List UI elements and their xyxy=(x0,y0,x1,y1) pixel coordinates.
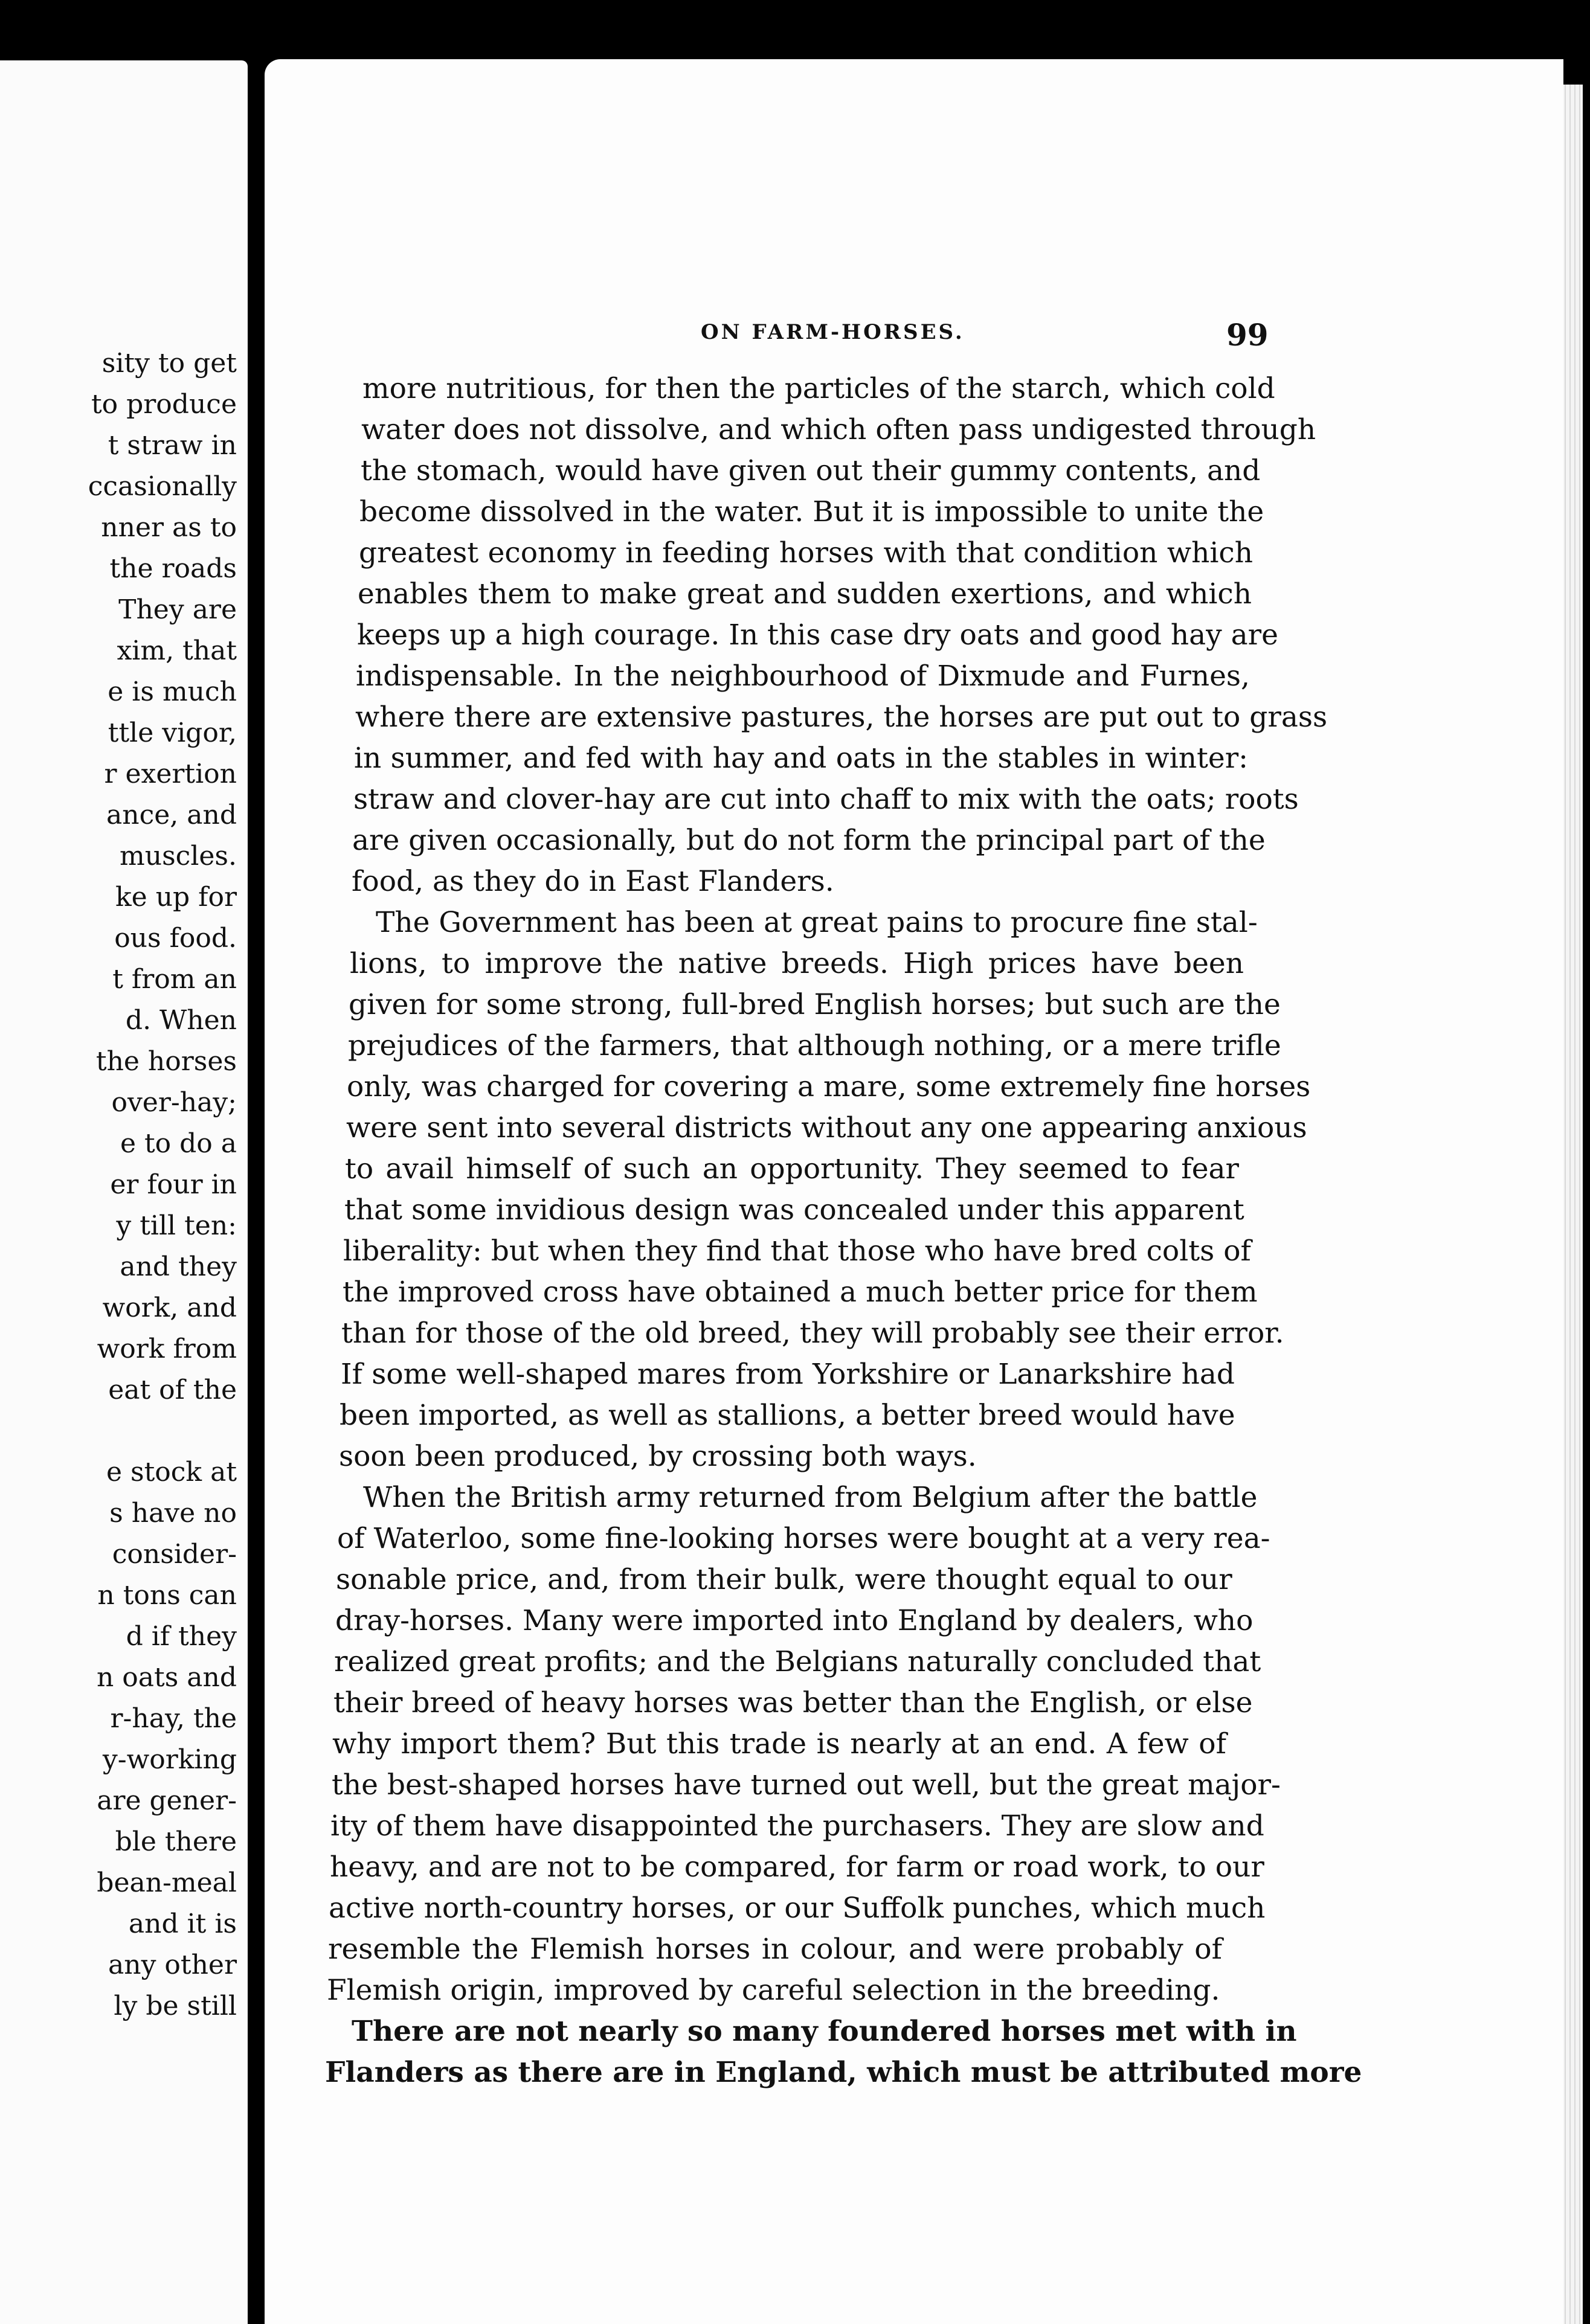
left-page-line: muscles. xyxy=(120,841,237,872)
body-line: than for those of the old breed, they will probably see their error. xyxy=(341,1317,1284,1350)
body-line: resemble the Flemish horses in colour, and were probably of xyxy=(328,1933,1222,1966)
left-page-line: xim, that xyxy=(117,635,237,666)
body-line: greatest economy in feeding horses with that condition which xyxy=(359,536,1253,570)
left-page-line: d if they xyxy=(126,1621,237,1652)
left-page-line: and it is xyxy=(128,1908,237,1939)
left-page-line: ly be still xyxy=(114,1991,237,2021)
body-line: the improved cross have obtained a much better price for them xyxy=(343,1276,1258,1309)
left-page-line: r-hay, the xyxy=(110,1703,237,1734)
body-line: If some well-shaped mares from Yorkshire or Lanarkshire had xyxy=(341,1358,1235,1391)
body-line: only, was charged for covering a mare, some extremely fine horses xyxy=(347,1070,1311,1103)
body-line: Flemish origin, improved by careful selection in the breeding. xyxy=(327,1974,1220,2007)
body-line: heavy, and are not to be compared, for farm or road work, to our xyxy=(330,1851,1264,1884)
body-line: their breed of heavy horses was better than the English, or else xyxy=(333,1686,1253,1719)
left-page-line: ccasionally xyxy=(88,471,237,502)
left-page-line: ance, and xyxy=(106,800,237,830)
left-page-line: e to do a xyxy=(120,1128,237,1159)
body-line: water does not dissolve, and which often pass undigested through xyxy=(361,413,1316,446)
page-number: 99 xyxy=(1226,317,1269,353)
left-page-line: y-working xyxy=(102,1744,237,1775)
left-page-line: They are xyxy=(118,594,237,625)
left-page-line: ous food. xyxy=(114,923,237,954)
body-line: where there are extensive pastures, the horses are put out to grass xyxy=(355,701,1328,734)
body-line: to avail himself of such an opportunity. They seemed to fear xyxy=(345,1152,1239,1186)
body-line: The Government has been at great pains to procure fine stal- xyxy=(376,906,1258,939)
left-page-line: t straw in xyxy=(108,430,237,461)
body-line: ity of them have disappointed the purchasers. They are slow and xyxy=(330,1809,1264,1843)
body-line: prejudices of the farmers, that although nothing, or a mere trifle xyxy=(348,1029,1281,1062)
body-line: straw and clover-hay are cut into chaff to mix with the oats; roots xyxy=(353,783,1299,816)
left-page-line: t from an xyxy=(112,964,237,995)
body-line: There are not nearly so many foundered horses met with in xyxy=(352,2015,1297,2048)
left-page-line: ke up for xyxy=(115,882,237,913)
body-line: enables them to make great and sudden exertions, and which xyxy=(358,577,1252,611)
body-line: food, as they do in East Flanders. xyxy=(352,865,834,898)
body-line: keeps up a high courage. In this case dry oats and good hay are xyxy=(357,618,1278,652)
left-page-line: r exertion xyxy=(104,759,237,789)
body-line: more nutritious, for then the particles of the starch, which cold xyxy=(362,372,1275,405)
body-line: When the British army returned from Belgium after the battle xyxy=(363,1481,1258,1514)
left-page-line: er four in xyxy=(110,1169,237,1200)
body-line: in summer, and fed with hay and oats in the stables in winter: xyxy=(354,742,1248,775)
body-line: become dissolved in the water. But it is impossible to unite the xyxy=(359,495,1264,528)
body-line: that some invidious design was concealed under this apparent xyxy=(344,1193,1244,1227)
left-page-line: any other xyxy=(108,1950,237,1980)
body-line: given for some strong, full-bred English horses; but such are the xyxy=(349,988,1281,1021)
left-page-line: n oats and xyxy=(96,1662,237,1693)
left-page-line: to produce xyxy=(91,389,237,420)
left-page-line: eat of the xyxy=(108,1375,237,1405)
left-page-line: d. When xyxy=(125,1005,237,1036)
left-page-line: n tons can xyxy=(97,1580,237,1611)
body-line: were sent into several districts without any one appearing anxious xyxy=(346,1111,1307,1144)
body-line: been imported, as well as stallions, a better breed would have xyxy=(340,1399,1235,1432)
left-page-line: e is much xyxy=(108,676,237,707)
left-page-line: consider- xyxy=(112,1539,237,1570)
body-line: soon been produced, by crossing both ways. xyxy=(339,1440,977,1473)
left-page-line: work, and xyxy=(102,1292,237,1323)
left-page-line: are gener- xyxy=(97,1785,237,1816)
body-line: of Waterloo, some fine-looking horses were bought at a very rea- xyxy=(337,1522,1270,1555)
left-page-line: and they xyxy=(120,1251,237,1282)
left-page-line: ble there xyxy=(115,1826,237,1857)
left-page-line: sity to get xyxy=(101,348,237,379)
left-page-line: ttle vigor, xyxy=(108,717,237,748)
body-line: active north-country horses, or our Suffolk punches, which much xyxy=(329,1892,1266,1925)
body-line: Flanders as there are in England, which must be attributed more xyxy=(325,2056,1362,2089)
left-page-line: the horses xyxy=(95,1046,237,1077)
body-line: are given occasionally, but do not form the principal part of the xyxy=(352,824,1266,857)
left-page-line: nner as to xyxy=(101,512,237,543)
left-page xyxy=(0,60,248,2324)
body-line: indispensable. In the neighbourhood of Dixmude and Furnes, xyxy=(356,660,1250,693)
left-page-line: bean-meal xyxy=(97,1867,237,1898)
running-head: ON FARM-HORSES. xyxy=(701,320,965,344)
body-line: the stomach, would have given out their gummy contents, and xyxy=(361,454,1261,487)
left-page-line: over-hay; xyxy=(111,1087,237,1118)
left-page-line: y till ten: xyxy=(116,1210,237,1241)
body-line: lions, to improve the native breeds. High prices have been xyxy=(350,947,1244,980)
body-line: dray-horses. Many were imported into England by dealers, who xyxy=(335,1604,1254,1637)
left-page-line: work from xyxy=(97,1334,237,1364)
left-page-line: e stock at xyxy=(106,1457,237,1488)
body-line: why import them? But this trade is nearly at an end. A few of xyxy=(332,1727,1226,1761)
body-line: sonable price, and, from their bulk, were thought equal to our xyxy=(336,1563,1232,1596)
left-page-line: the roads xyxy=(109,553,237,584)
body-line: liberality: but when they find that those who have bred colts of xyxy=(343,1234,1251,1268)
body-line: the best-shaped horses have turned out well, but the great major- xyxy=(332,1768,1281,1802)
body-line: realized great profits; and the Belgians naturally concluded that xyxy=(334,1645,1261,1678)
left-page-line: s have no xyxy=(109,1498,237,1529)
